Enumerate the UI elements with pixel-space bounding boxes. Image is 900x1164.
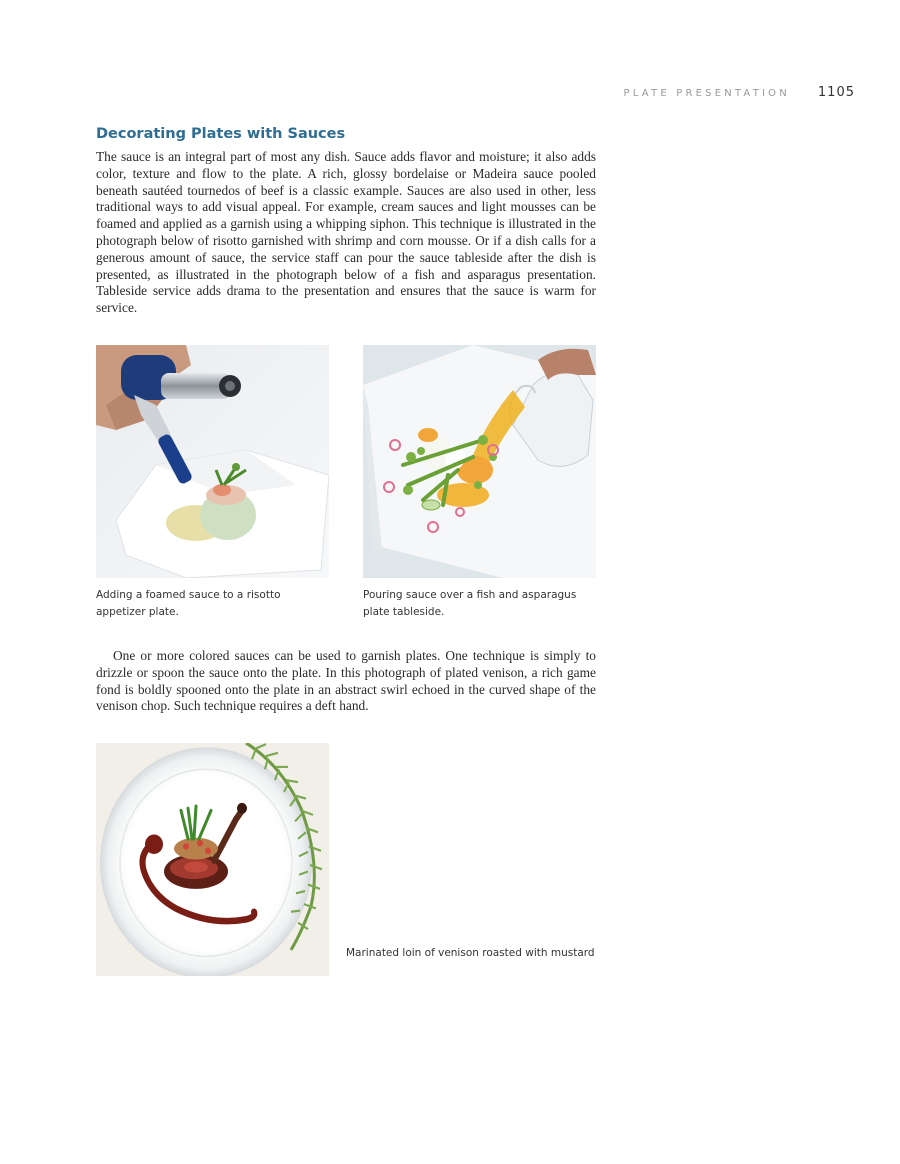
body-paragraph-2: One or more colored sauces can be used to garnish plates. One technique is simply to drizzle or spoon the sauce onto the plate. In this photograph of plated venison, a rich game fond is boldly spooned onto the plate in an abstract swirl echoed in the curved shape of the venison chop. Such technique requires a deft hand.: [96, 648, 596, 714]
risotto-siphon-photo: [96, 345, 329, 578]
body-paragraph-1: The sauce is an integral part of most any dish. Sauce adds flavor and moisture; it also adds color, texture and flow to the plate. A rich, glossy bordelaise or Madeira sauce pooled beneath sautéed tournedos of beef is a classic example. Sauces are also used in other, less traditional ways to add visual appeal. For example, cream sauces and light mousses can be foamed and applied as a garnish using a whipping siphon. This technique is illustrated in the photograph below of risotto garnished with shrimp and corn mousse. Or if a dish calls for a generous amount of sauce, the service staff can pour the sauce tableside after the dish is presented, as illustrated in the photograph below of a fish and asparagus presentation. Tableside service adds drama to the presentation and ensures that the sauce is warm for service.: [96, 149, 596, 316]
fish-asparagus-photo: [363, 345, 596, 578]
venison-plate-photo: [96, 743, 329, 976]
page-number: 1105: [817, 85, 855, 100]
section-heading: Decorating Plates with Sauces: [96, 126, 346, 142]
figure-caption-2: Pouring sauce over a fish and asparagus plate tableside.: [363, 589, 577, 618]
figure-caption-1: Adding a foamed sauce to a risotto appetizer plate.: [96, 589, 281, 618]
running-head: [560, 85, 855, 101]
running-head-title: PLATE PRESENTATION: [623, 88, 790, 99]
figure-caption-3: Marinated loin of venison roasted with mustard: [346, 947, 595, 959]
